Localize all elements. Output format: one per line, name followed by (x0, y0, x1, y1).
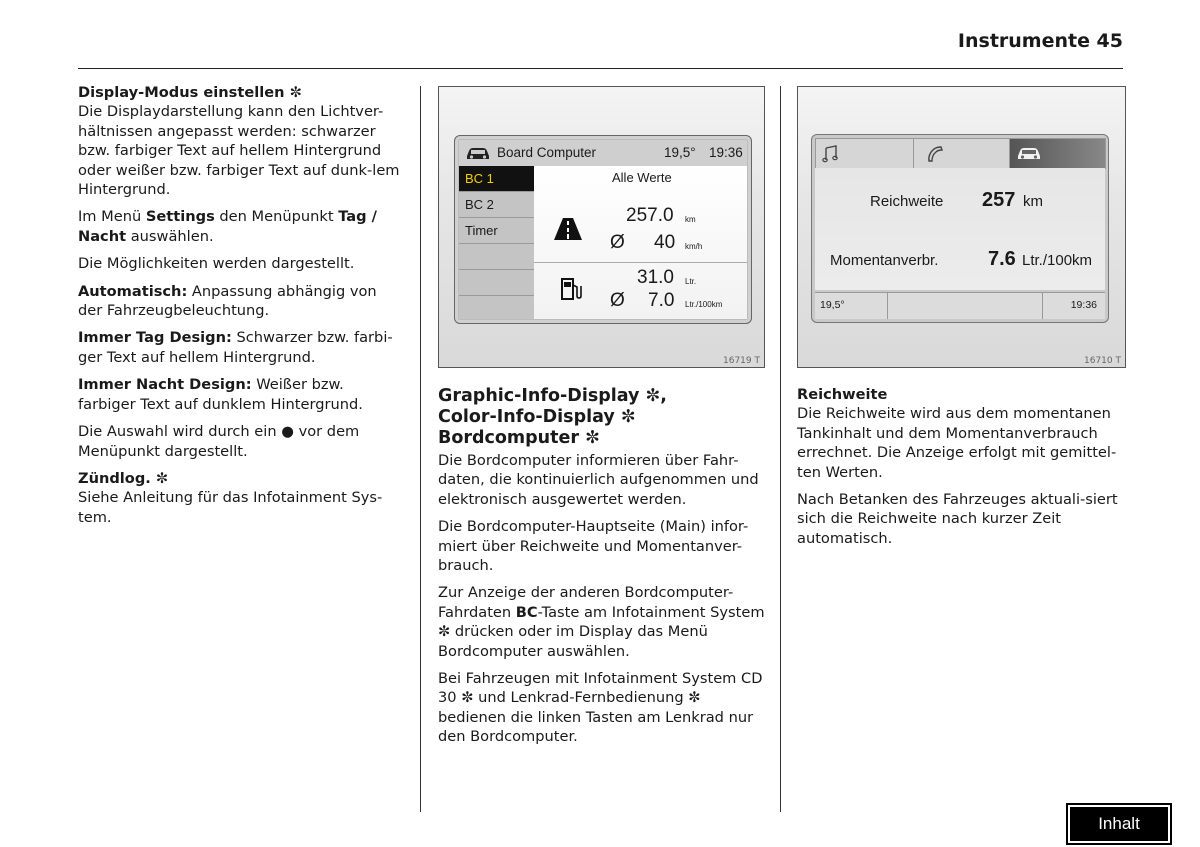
screen-statusbar (815, 292, 1105, 319)
option-label: Immer Tag Design: (78, 329, 232, 347)
display-mode-heading: Display-Modus einstellen ✼ (78, 84, 302, 101)
road-icon (554, 218, 582, 240)
clock: 19:36 (709, 145, 743, 160)
menu-item-bc1: BC 1 (459, 166, 534, 192)
fuel-unit: Ltr. (685, 277, 697, 286)
paragraph: Bei Fahrzeugen mit Infotainment System CD 30 ✼ und Lenkrad-Fernbedienung ✼ bedienen die linken Tasten am Lenkrad nur den Bordcomputer. (438, 670, 763, 746)
option-text: Schwarzer bzw. farbi-ger Text auf hellem Hintergrund. (78, 329, 393, 366)
display-mode-text: Die Displaydarstellung kann den Lichtver-hältnissen angepasst werden: schwarzer bzw. farbiger Text auf hellem Hintergrund oder weißer bzw. farbiger Text auf dunk-lem Hintergrund. (78, 103, 400, 199)
all-values-label: Alle Werte (612, 170, 672, 185)
paragraph: Nach Betanken des Fahrzeuges aktuali-siert sich die Reichweite nach kurzer Zeit automatisch. (797, 491, 1118, 547)
car-icon (465, 146, 491, 161)
range-value: 257 (982, 189, 1016, 211)
phone-icon (926, 145, 944, 163)
average-speed-value: 40 (654, 232, 676, 253)
section-heading (438, 386, 768, 449)
paragraph: Die Bordcomputer informieren über Fahr-daten, die kontinuierlich aufgenommen und elektronisch ausgewertet werden. (438, 452, 759, 508)
car-icon (1016, 146, 1042, 161)
paragraph: Die Bordcomputer-Hauptseite (Main) infor-miert über Reichweite und Momentanver-brauch. (438, 518, 749, 575)
screen-menu (459, 166, 534, 319)
screen-values (534, 166, 747, 319)
menu-item-empty (459, 270, 534, 296)
range-heading: Reichweite (797, 386, 888, 403)
selection-text: Die Auswahl wird durch ein ● vor dem Menüpunkt dargestellt. (78, 423, 360, 460)
paragraph (438, 583, 768, 661)
consumption-value: 7.6 (988, 248, 1016, 270)
screen-values (815, 168, 1105, 290)
divider (534, 262, 747, 263)
options-text: Die Möglichkeiten werden dargestellt. (78, 255, 355, 273)
day-design-option (78, 328, 403, 367)
heading-line: Graphic-Info-Display ✼, (438, 386, 667, 406)
screen-title: Board Computer (497, 145, 597, 160)
day-night-term: Tag / Nacht (78, 208, 377, 245)
range-unit: km (1023, 193, 1043, 210)
text-run: Im Menü (78, 208, 146, 226)
option-label: Automatisch: (78, 282, 188, 300)
temperature: 19,5° (664, 145, 696, 160)
temperature: 19,5° (820, 299, 845, 311)
text-run: den Menüpunkt (214, 208, 339, 226)
board-computer-figure (438, 86, 765, 368)
section-title: Instrumente (957, 30, 1090, 52)
menu-instruction (78, 207, 403, 246)
consumption-label: Momentanverbr. (830, 252, 939, 269)
fuel-value: 31.0 (637, 267, 674, 288)
average-symbol: Ø (610, 232, 625, 253)
automatic-option (78, 282, 403, 321)
column-right (797, 385, 1127, 556)
board-computer-screen (454, 135, 752, 324)
figure-number: 16719 T (723, 356, 760, 366)
average-consumption-value: 7.0 (648, 290, 675, 311)
column-divider (420, 86, 421, 812)
average-consumption-unit: Ltr./100km (685, 300, 723, 309)
bc-key-term: BC (515, 603, 538, 621)
tab-vehicle (1009, 138, 1106, 169)
night-design-option (78, 375, 403, 414)
ignition-heading: Zündlog. ✼ (78, 469, 169, 487)
text-run: -Taste am Infotainment System ✼ drücken oder im Display das Menü Bordcomputer auswählen. (438, 603, 765, 660)
text-run: Zur Anzeige der anderen Bordcomputer-Fahrdaten (438, 584, 734, 621)
average-symbol: Ø (610, 290, 625, 311)
distance-value: 257.0 (626, 205, 674, 226)
clock: 19:36 (1070, 299, 1097, 311)
menu-item-timer: Timer (459, 218, 534, 244)
header-rule (78, 68, 1123, 69)
average-speed-unit: km/h (685, 242, 703, 251)
range-label: Reichweite (870, 193, 944, 210)
ignition-text: Siehe Anleitung für das Infotainment Sys-tem. (78, 489, 383, 526)
screen-titlebar (459, 140, 747, 167)
status-cell (1042, 293, 1105, 319)
menu-item-empty (459, 244, 534, 270)
column-left (78, 83, 403, 535)
page-number: 45 (1096, 30, 1123, 52)
color-info-screen (811, 134, 1109, 323)
tab-phone (913, 138, 1010, 169)
option-text: Weißer bzw. farbiger Text auf dunklem Hintergrund. (78, 376, 363, 413)
distance-unit: km (685, 215, 696, 224)
music-note-icon (822, 145, 838, 163)
paragraph: Die Reichweite wird aus dem momentanen Tankinhalt und dem Momentanverbrauch errechnet. Die Anzeige erfolgt mit gemittel-ten Werten. (797, 405, 1117, 481)
option-label: Immer Nacht Design: (78, 376, 252, 394)
figure-number: 16710 T (1084, 356, 1121, 366)
column-middle (438, 386, 768, 755)
settings-term: Settings (145, 208, 215, 226)
fuel-pump-icon (560, 277, 582, 301)
range-display-figure (797, 86, 1126, 368)
heading-line: Bordcomputer ✼ (438, 428, 600, 448)
heading-line: Color-Info-Display ✼ (438, 407, 636, 427)
consumption-unit: Ltr./100km (1022, 252, 1093, 269)
screen-tabs (815, 138, 1105, 167)
inhalt-button[interactable]: Inhalt (1066, 803, 1172, 845)
status-cell (815, 293, 888, 319)
column-divider (780, 86, 781, 812)
menu-item-bc2: BC 2 (459, 192, 534, 218)
tab-audio (815, 138, 914, 169)
text-run: auswählen. (126, 227, 214, 245)
option-text: Anpassung abhängig von der Fahrzeugbeleuchtung. (78, 282, 377, 320)
